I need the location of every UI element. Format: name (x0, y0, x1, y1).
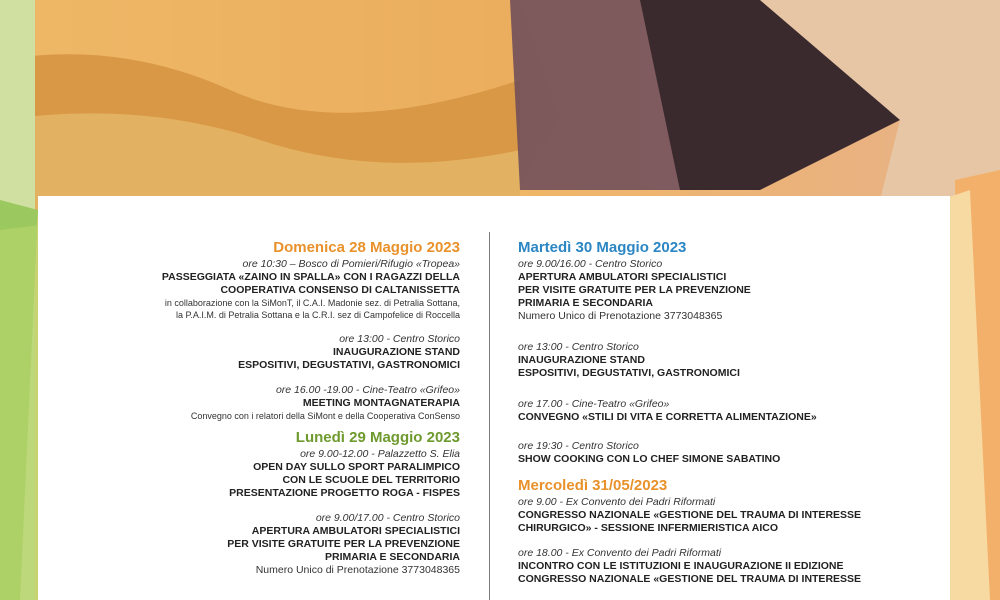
day-heading: Domenica 28 Maggio 2023 (273, 239, 460, 256)
day-heading: Lunedì 29 Maggio 2023 (295, 429, 460, 446)
event-title: CONGRESSO NAZIONALE «GESTIONE DEL TRAUMA DI INTERESSE (518, 573, 862, 585)
event-time-place: ore 9.00/16.00 - Centro Storico (518, 258, 663, 270)
event-title: SHOW COOKING CON LO CHEF SIMONE SABATINO (518, 453, 781, 465)
right-column (518, 234, 938, 598)
event (40, 333, 460, 372)
event-time-place: ore 10:30 – Bosco di Pomieri/Rifugio «Tropea» (242, 258, 460, 270)
left-column (40, 234, 460, 589)
event (40, 448, 460, 500)
event-time-place: ore 18.00 - Ex Convento dei Padri Riformati (518, 547, 722, 559)
event-time-place: ore 19:30 - Centro Storico (518, 440, 639, 452)
event-time-place: ore 17.00 - Cine-Teatro «Grifeo» (518, 398, 670, 410)
event-note: Convegno con i relatori della SiMont e della Cooperativa ConSenso (190, 411, 460, 421)
event (40, 512, 460, 577)
event-title: ESPOSITIVI, DEGUSTATIVI, GASTRONOMICI (518, 367, 740, 379)
event-title: PER VISITE GRATUITE PER LA PREVENZIONE (227, 538, 460, 550)
event-time-place: ore 13:00 - Centro Storico (339, 333, 460, 345)
event-title: APERTURA AMBULATORI SPECIALISTICI (518, 271, 727, 283)
event-title: CONGRESSO NAZIONALE «GESTIONE DEL TRAUMA DI INTERESSE (518, 509, 862, 521)
event-title: CON LE SCUOLE DEL TERRITORIO (282, 474, 460, 486)
event-time-place: ore 13:00 - Centro Storico (518, 341, 639, 353)
event-title: ESPOSITIVI, DEGUSTATIVI, GASTRONOMICI (238, 359, 460, 371)
event-note: la P.A.I.M. di Petralia Sottana e la C.R.I. sez di Campofelice di Roccella (176, 310, 460, 320)
booking-number: Numero Unico di Prenotazione 3773048365 (518, 310, 723, 322)
event-note: in collaborazione con la SiMonT, il C.A.I. Madonie sez. di Petralia Sottana, (164, 298, 460, 308)
event-title: MEETING MONTAGNATERAPIA (302, 397, 460, 409)
event-time-place: ore 9.00-12.00 - Palazzetto S. Elia (300, 448, 460, 460)
event-title: CONVEGNO «STILI DI VITA E CORRETTA ALIMENTAZIONE» (518, 411, 817, 423)
event (40, 384, 460, 422)
event-title: PRIMARIA E SECONDARIA (325, 551, 460, 563)
event-title: OPEN DAY SULLO SPORT PARALIMPICO (253, 461, 460, 473)
event (518, 496, 938, 535)
event (518, 341, 938, 380)
event-title: PER VISITE GRATUITE PER LA PREVENZIONE (518, 284, 751, 296)
day-heading: Mercoledì 31/05/2023 (518, 477, 668, 494)
event-title: INCONTRO CON LE ISTITUZIONI E INAUGURAZIONE II EDIZIONE (518, 560, 844, 572)
event-title: INAUGURAZIONE STAND (518, 354, 645, 366)
day-heading: Martedì 30 Maggio 2023 (518, 239, 687, 256)
event (518, 440, 938, 466)
event-title: CHIRURGICO» - SESSIONE INFERMIERISTICA AICO (518, 522, 778, 534)
event-title: COOPERATIVA CONSENSO DI CALTANISSETTA (220, 284, 460, 296)
event-title: PRIMARIA E SECONDARIA (518, 297, 653, 309)
event (518, 258, 938, 323)
event-time-place: ore 16.00 -19.00 - Cine-Teatro «Grifeo» (275, 384, 460, 396)
event (40, 258, 460, 321)
event-title: INAUGURAZIONE STAND (333, 346, 460, 358)
event-title: PASSEGGIATA «ZAINO IN SPALLA» CON I RAGAZZI DELLA (161, 271, 460, 283)
event (518, 398, 938, 424)
event-time-place: ore 9.00/17.00 - Centro Storico (315, 512, 460, 524)
event (518, 547, 938, 586)
column-divider (489, 232, 490, 600)
booking-number: Numero Unico di Prenotazione 3773048365 (255, 564, 460, 576)
event-time-place: ore 9.00 - Ex Convento dei Padri Riformati (518, 496, 716, 508)
event-title: APERTURA AMBULATORI SPECIALISTICI (251, 525, 460, 537)
event-title: PRESENTAZIONE PROGETTO ROGA - FISPES (229, 487, 460, 499)
